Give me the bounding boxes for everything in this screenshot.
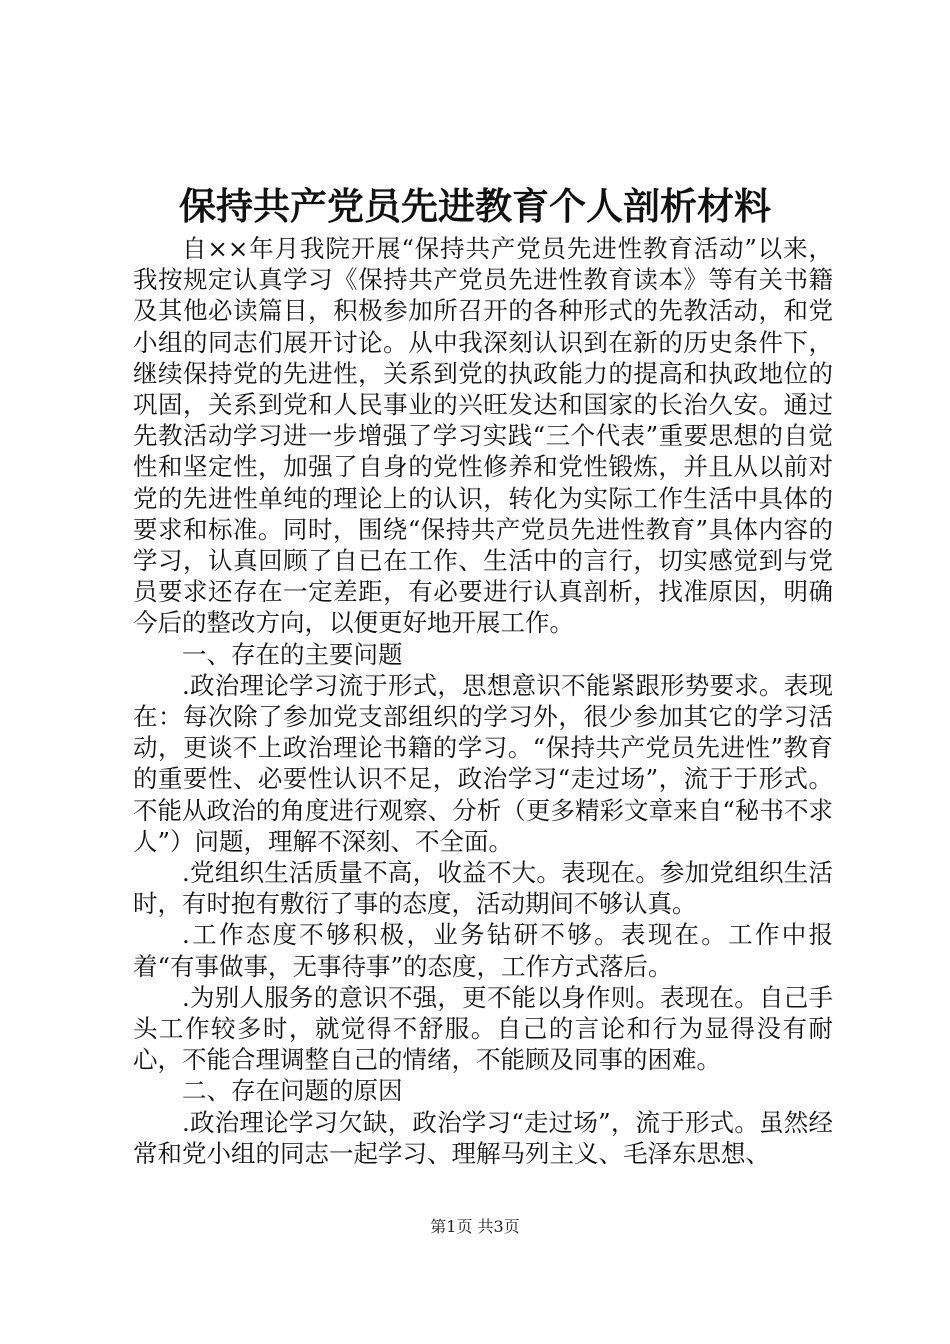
document-title: 保持共产党员先进教育个人剖析材料 bbox=[179, 184, 771, 228]
document-body bbox=[133, 233, 833, 1169]
section-heading-main-problems: 一、存在的主要问题 bbox=[182, 639, 403, 669]
cause-paragraph-1: .政治理论学习欠缺，政治学习“走过场”，流于形式。虽然经常和党小组的同志一起学习、理解马列主义、毛泽东思想、 bbox=[133, 1107, 833, 1168]
problem-paragraph-4: .为别人服务的意识不强，更不能以身作则。表现在。自己手头工作较多时，就觉得不舒服。自己的言论和行为显得没有耐心，不能合理调整自己的情绪，不能顾及同事的困难。 bbox=[133, 982, 833, 1075]
problem-paragraph-1: .政治理论学习流于形式，思想意识不能紧跟形势要求。表现在：每次除了参加党支部组织的学习外，很少参加其它的学习活动，更谈不上政治理论书籍的学习。“保持共产党员先进性”教育的重要性、必要性认识不足，政治学习“走过场”，流于于形式。不能从政治的角度进行观察、分析（更多精彩文章来自“秘书不求人”）问题，理解不深刻、不全面。 bbox=[133, 670, 833, 856]
page-number-footer: 第1页 共3页 bbox=[430, 1217, 520, 1236]
section-heading-causes: 二、存在问题的原因 bbox=[182, 1076, 403, 1106]
problem-paragraph-2: .党组织生活质量不高，收益不大。表现在。参加党组织生活时，有时抱有敷衍了事的态度，活动期间不够认真。 bbox=[133, 858, 833, 919]
intro-paragraph: 自××年月我院开展“保持共产党员先进性教育活动”以来，我按规定认真学习《保持共产党员先进性教育读本》等有关书籍及其他必读篇目，积极参加所召开的各种形式的先教活动，和党小组的同志们展开讨论。从中我深刻认识到在新的历史条件下，继续保持党的先进性，关系到党的执政能力的提高和执政地位的巩固，关系到党和人民事业的兴旺发达和国家的长治久安。通过先教活动学习进一步增强了学习实践“三个代表”重要思想的自觉性和坚定性，加强了自身的党性修养和党性锻炼，并且从以前对党的先进性单纯的理论上的认识，转化为实际工作生活中具体的要求和标准。同时，围绕“保持共产党员先进性教育”具体内容的学习，认真回顾了自已在工作、生活中的言行，切实感觉到与党员要求还存在一定差距，有必要进行认真剖析，找准原因，明确今后的整改方向，以便更好地开展工作。 bbox=[133, 234, 833, 638]
problem-paragraph-3: .工作态度不够积极，业务钻研不够。表现在。工作中报着“有事做事，无事待事”的态度，工作方式落后。 bbox=[133, 920, 833, 981]
